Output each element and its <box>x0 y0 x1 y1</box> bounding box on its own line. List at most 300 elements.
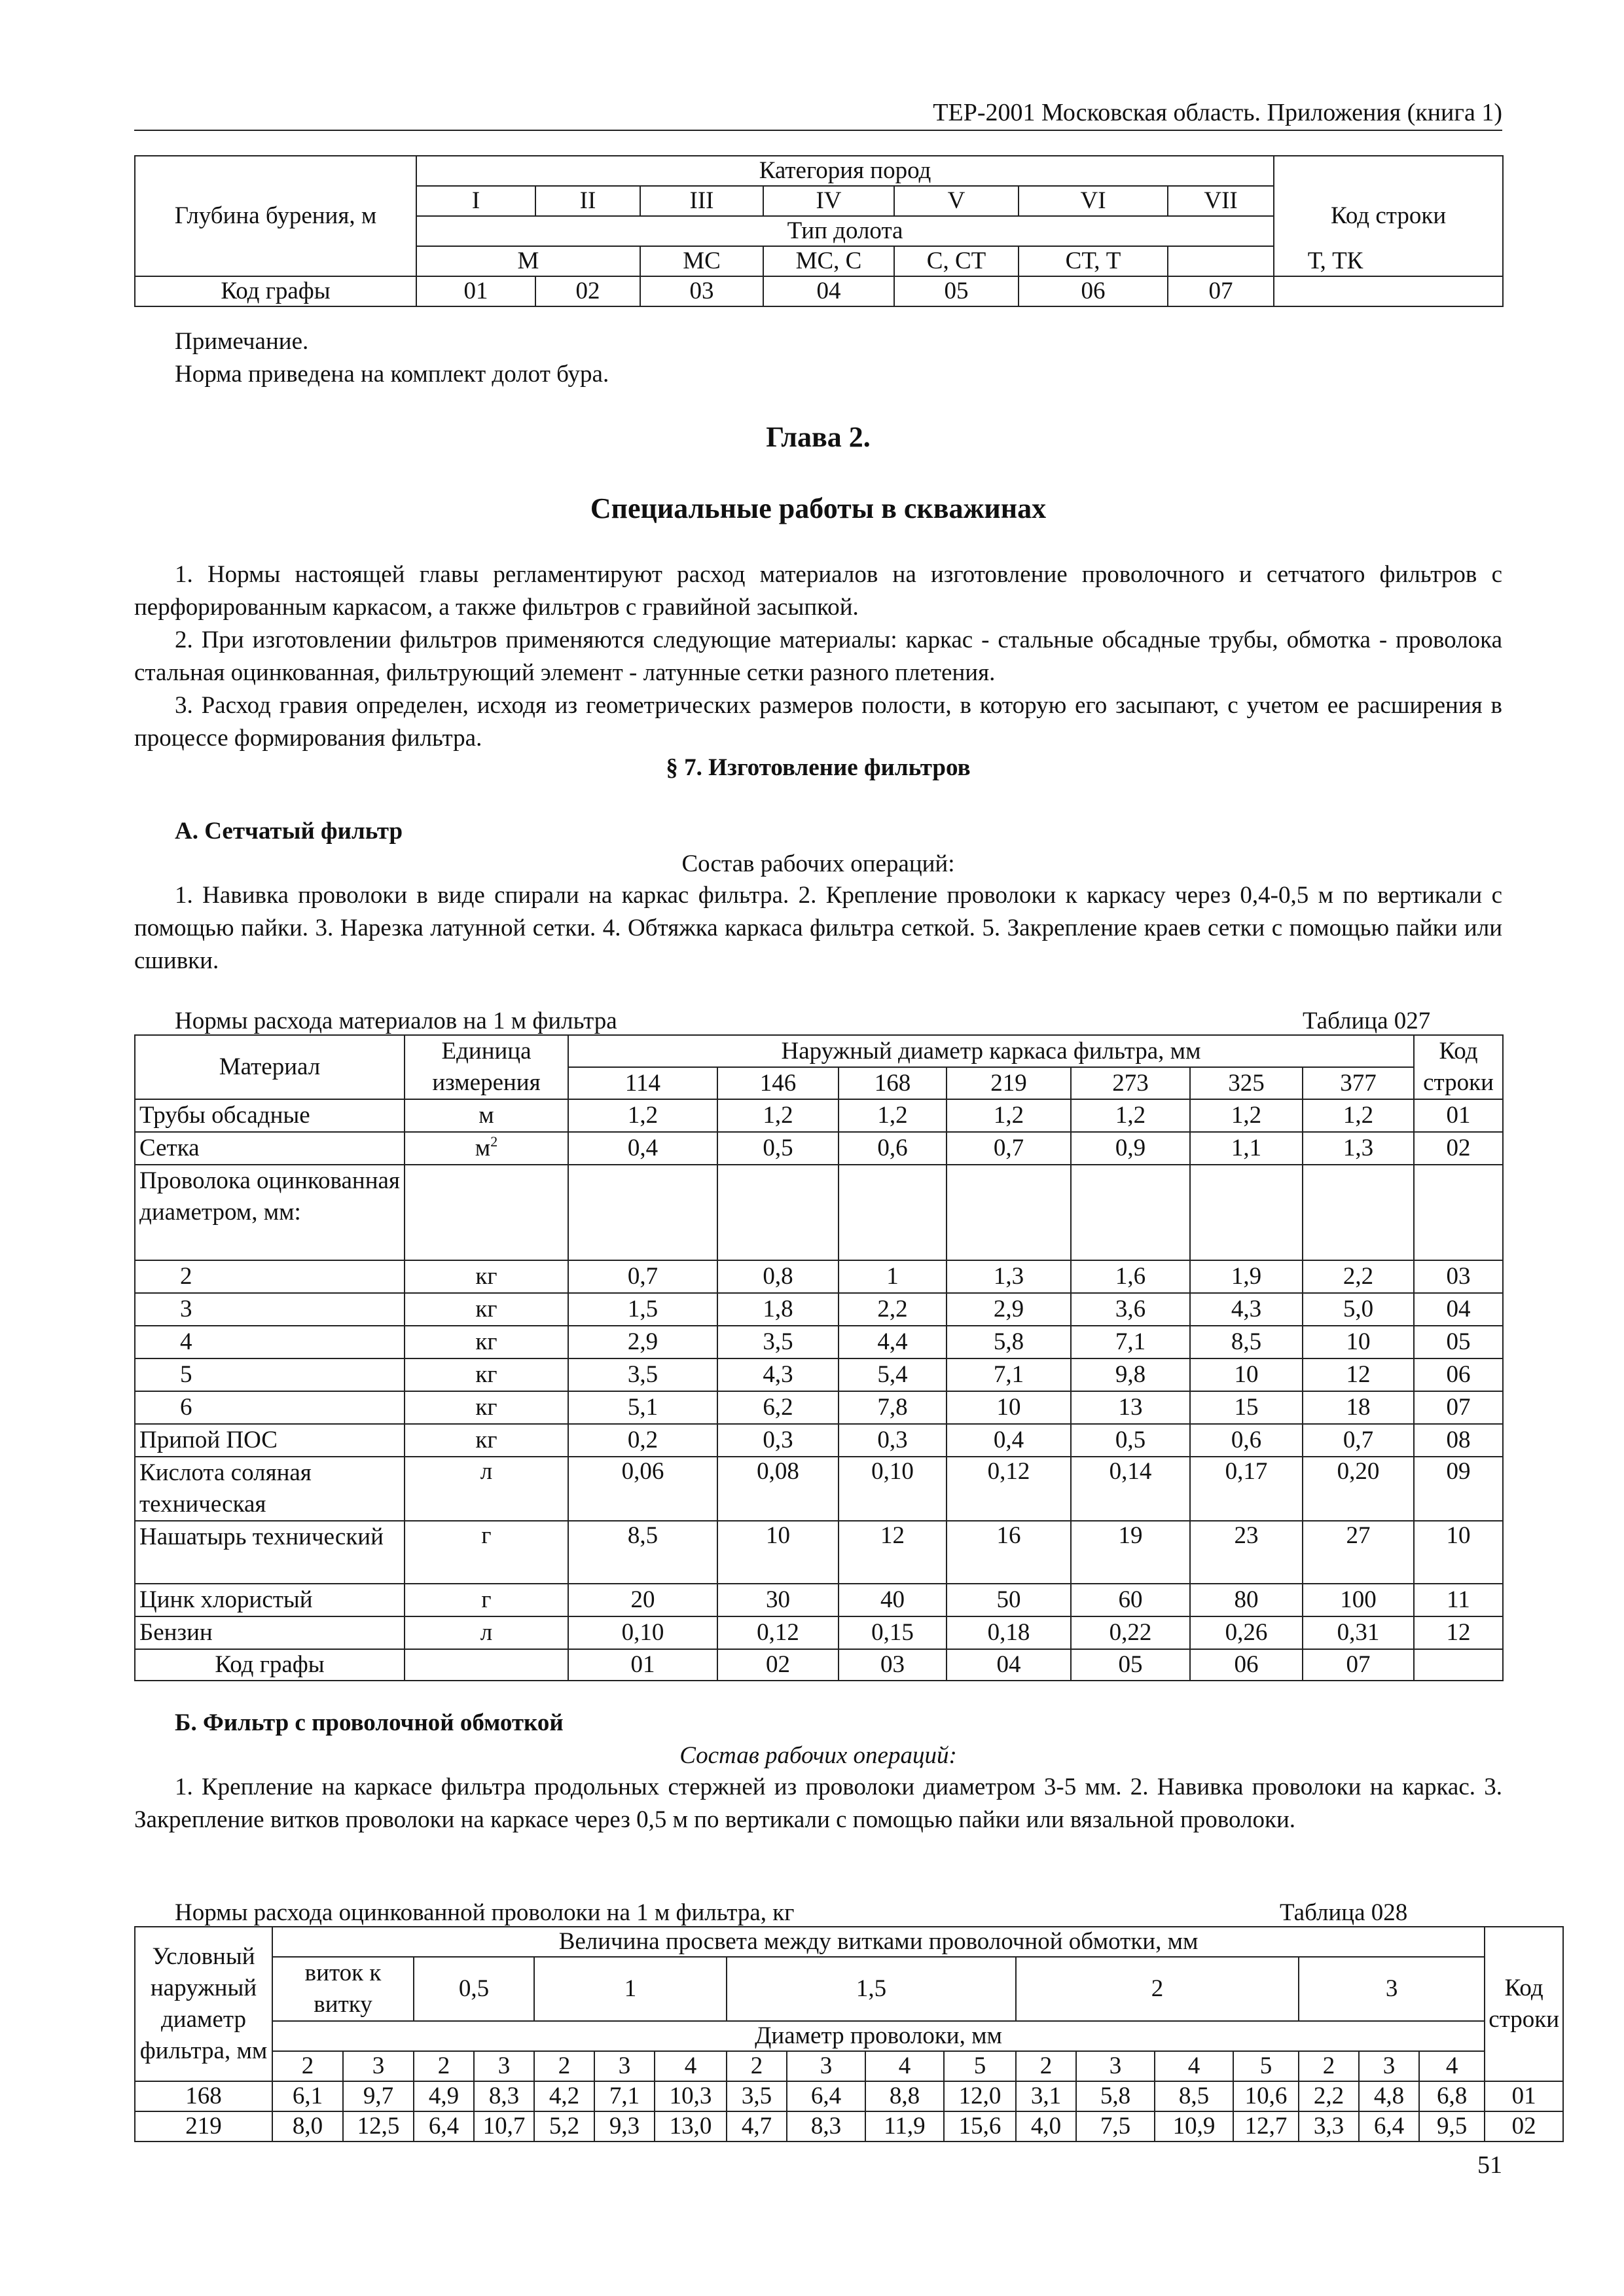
wire-diameter-cell: 3 <box>594 2051 655 2081</box>
value-cell: 9,7 <box>343 2081 414 2111</box>
value-cell: 2,9 <box>947 1293 1071 1326</box>
row-code-cell: 09 <box>1414 1457 1503 1521</box>
category-cell: VII <box>1168 186 1274 216</box>
material-cell: Кислота соляная техническая <box>135 1457 405 1521</box>
value-cell <box>717 1165 839 1260</box>
value-cell: 11,9 <box>865 2111 944 2141</box>
unit-text: кг <box>475 1263 497 1290</box>
unit-cell <box>405 1457 568 1521</box>
value-cell: 8,8 <box>865 2081 944 2111</box>
bit-type-label: Тип долота <box>416 216 1274 246</box>
value-cell: 0,17 <box>1190 1457 1303 1521</box>
col-code-cell: 04 <box>947 1649 1071 1681</box>
table-row <box>135 1293 1503 1326</box>
table-row <box>135 1424 1503 1457</box>
depth-label: Глубина бурения, м <box>135 156 416 276</box>
value-cell: 5,4 <box>839 1358 947 1391</box>
value-cell: 1,2 <box>568 1099 717 1132</box>
value-cell: 3,3 <box>1299 2111 1359 2141</box>
value-cell <box>1303 1165 1414 1260</box>
row-code-cell: 02 <box>1414 1132 1503 1165</box>
unit-text: г <box>481 1522 492 1549</box>
value-cell: 7,5 <box>1076 2111 1155 2141</box>
unit-text: м <box>478 1102 494 1129</box>
table-row <box>135 1584 1503 1616</box>
note-title: Примечание. <box>175 328 309 355</box>
material-cell: Проволока оцинкованная диаметром, мм: <box>135 1165 405 1260</box>
unit-text: л <box>480 1458 493 1485</box>
value-cell: 1,2 <box>1190 1099 1303 1132</box>
value-cell: 23 <box>1190 1521 1303 1584</box>
intro-paragraph: 2. При изготовлении фильтров применяются следующие материалы: каркас - стальные обсадные трубы, обмотка - проволока стальная оцинкованная, фильтрующий элемент - латунные сетки разного плетения. <box>134 627 1502 686</box>
wire-diameter-cell: 2 <box>727 2051 787 2081</box>
value-cell: 0,08 <box>717 1457 839 1521</box>
value-cell <box>1071 1165 1190 1260</box>
gap-cell: виток к витку <box>272 1957 414 2021</box>
value-cell: 7,1 <box>594 2081 655 2111</box>
unit-cell <box>405 1165 568 1260</box>
unit-cell <box>405 1132 568 1165</box>
header-code: Код строки <box>1414 1035 1503 1099</box>
empty-cell <box>405 1649 568 1681</box>
value-cell: 9,8 <box>1071 1358 1190 1391</box>
col-code-cell: 02 <box>717 1649 839 1681</box>
table-row <box>135 2081 1563 2111</box>
diameter-cell: 273 <box>1071 1067 1190 1099</box>
value-cell: 13,0 <box>655 2111 727 2141</box>
bit-type-cell: СТ, Т <box>1019 246 1168 276</box>
material-cell: Бензин <box>135 1616 405 1649</box>
value-cell: 5,1 <box>568 1391 717 1424</box>
value-cell: 10,6 <box>1233 2081 1299 2111</box>
value-cell: 8,3 <box>787 2111 865 2141</box>
empty-cell <box>1274 276 1503 306</box>
category-cell: I <box>416 186 535 216</box>
value-cell: 0,18 <box>947 1616 1071 1649</box>
value-cell: 13 <box>1071 1391 1190 1424</box>
page-number: 51 <box>1477 2151 1502 2179</box>
note-text: Норма приведена на комплект долот бура. <box>175 361 609 388</box>
table-row <box>135 1391 1503 1424</box>
value-cell: 0,9 <box>1071 1132 1190 1165</box>
diameter-cell: 146 <box>717 1067 839 1099</box>
diameter-cell: 168 <box>839 1067 947 1099</box>
row-code-cell: 06 <box>1414 1358 1503 1391</box>
value-cell: 1,9 <box>1190 1260 1303 1293</box>
value-cell: 10,9 <box>1155 2111 1233 2141</box>
row-code-cell: 11 <box>1414 1584 1503 1616</box>
value-cell: 0,2 <box>568 1424 717 1457</box>
value-cell: 100 <box>1303 1584 1414 1616</box>
material-cell: Трубы обсадные <box>135 1099 405 1132</box>
value-cell: 3,5 <box>727 2081 787 2111</box>
material-cell: Нашатырь технический <box>135 1521 405 1584</box>
value-cell: 6,2 <box>717 1391 839 1424</box>
table-028-caption: Нормы расхода оцинкованной проволоки на 1 м фильтра, кг <box>175 1899 795 1926</box>
wire-diameter-cell: 4 <box>1155 2051 1233 2081</box>
material-cell: 4 <box>135 1326 405 1358</box>
unit-text: кг <box>475 1427 497 1453</box>
col-code-cell: 05 <box>894 276 1019 306</box>
row-code-cell: 03 <box>1414 1260 1503 1293</box>
col-code-cell: 05 <box>1071 1649 1190 1681</box>
unit-cell <box>405 1521 568 1584</box>
value-cell: 3,6 <box>1071 1293 1190 1326</box>
bit-type-cell: Т, ТК <box>1168 246 1503 276</box>
value-cell: 0,06 <box>568 1457 717 1521</box>
subsection-b-title: Б. Фильтр с проволочной обмоткой <box>175 1709 564 1736</box>
value-cell: 4,8 <box>1359 2081 1419 2111</box>
unit-cell <box>405 1584 568 1616</box>
category-cell: VI <box>1019 186 1168 216</box>
wire-diameter-cell: 3 <box>1359 2051 1419 2081</box>
value-cell: 7,8 <box>839 1391 947 1424</box>
col-code-cell: 03 <box>640 276 763 306</box>
value-cell: 8,5 <box>1190 1326 1303 1358</box>
value-cell: 3,5 <box>568 1358 717 1391</box>
value-cell: 0,6 <box>1190 1424 1303 1457</box>
col-code-cell: 06 <box>1019 276 1168 306</box>
value-cell: 0,7 <box>1303 1424 1414 1457</box>
row-code-cell: 07 <box>1414 1391 1503 1424</box>
table-row <box>135 1457 1503 1521</box>
bit-type-cell: МС <box>640 246 763 276</box>
value-cell: 2,2 <box>839 1293 947 1326</box>
value-cell: 15 <box>1190 1391 1303 1424</box>
value-cell: 12 <box>839 1521 947 1584</box>
table-row <box>135 1521 1503 1584</box>
value-cell: 0,7 <box>947 1132 1071 1165</box>
value-cell: 1,3 <box>1303 1132 1414 1165</box>
value-cell <box>839 1165 947 1260</box>
value-cell: 4,4 <box>839 1326 947 1358</box>
table-027 <box>134 1034 1504 1681</box>
value-cell: 40 <box>839 1584 947 1616</box>
unit-cell <box>405 1358 568 1391</box>
wire-diameter-row <box>135 2051 1563 2081</box>
value-cell: 0,14 <box>1071 1457 1190 1521</box>
col-code-cell: 01 <box>568 1649 717 1681</box>
header-diameter: Наружный диаметр каркаса фильтра, мм <box>568 1035 1414 1067</box>
value-cell: 0,26 <box>1190 1616 1303 1649</box>
material-cell: 5 <box>135 1358 405 1391</box>
unit-text: г <box>481 1586 492 1613</box>
wire-diameter-cell: 5 <box>944 2051 1016 2081</box>
value-cell: 12,5 <box>343 2111 414 2141</box>
value-cell: 5,8 <box>947 1326 1071 1358</box>
category-cell: IV <box>763 186 894 216</box>
material-cell: Припой ПОС <box>135 1424 405 1457</box>
value-cell: 6,4 <box>787 2081 865 2111</box>
value-cell: 1,5 <box>568 1293 717 1326</box>
subsection-a-title: А. Сетчатый фильтр <box>175 818 403 845</box>
value-cell: 0,4 <box>947 1424 1071 1457</box>
value-cell: 6,8 <box>1419 2081 1485 2111</box>
value-cell: 20 <box>568 1584 717 1616</box>
unit-text: м <box>475 1135 491 1161</box>
diameter-cell: 114 <box>568 1067 717 1099</box>
intro-paragraph: 3. Расход гравия определен, исходя из геометрических размеров полости, в которую его засыпают, с учетом ее расширения в процессе формирования фильтра. <box>134 692 1502 752</box>
value-cell: 1,6 <box>1071 1260 1190 1293</box>
row-code-cell: 04 <box>1414 1293 1503 1326</box>
value-cell: 1,2 <box>1303 1099 1414 1132</box>
value-cell: 50 <box>947 1584 1071 1616</box>
section-title: § 7. Изготовление фильтров <box>666 754 971 781</box>
value-cell: 18 <box>1303 1391 1414 1424</box>
value-cell: 8,0 <box>272 2111 343 2141</box>
table-027-caption: Нормы расхода материалов на 1 м фильтра <box>175 1008 617 1034</box>
value-cell: 1,2 <box>947 1099 1071 1132</box>
col-code-cell: 04 <box>763 276 894 306</box>
table-028-number: Таблица 028 <box>1280 1899 1408 1926</box>
empty-cell <box>1414 1649 1503 1681</box>
value-cell: 0,8 <box>717 1260 839 1293</box>
table-row <box>135 1260 1503 1293</box>
material-cell: 2 <box>135 1260 405 1293</box>
operations-title: Состав рабочих операций: <box>679 1742 957 1769</box>
col-code-cell: 06 <box>1190 1649 1303 1681</box>
unit-text: кг <box>475 1394 497 1421</box>
wire-diameter-cell: 2 <box>1016 2051 1076 2081</box>
unit-text: кг <box>475 1296 497 1322</box>
value-cell: 7,1 <box>1071 1326 1190 1358</box>
row-code-cell: 05 <box>1414 1326 1503 1358</box>
category-cell: II <box>535 186 640 216</box>
value-cell: 4,3 <box>1190 1293 1303 1326</box>
table-row <box>135 1132 1503 1165</box>
gap-row <box>135 1957 1563 2021</box>
unit-cell <box>405 1424 568 1457</box>
value-cell: 27 <box>1303 1521 1414 1584</box>
unit-cell <box>405 1260 568 1293</box>
unit-cell <box>405 1099 568 1132</box>
diameter-cell: 377 <box>1303 1067 1414 1099</box>
row-code-cell: 10 <box>1414 1521 1503 1584</box>
value-cell: 0,6 <box>839 1132 947 1165</box>
wire-diameter-cell: 4 <box>655 2051 727 2081</box>
wire-diameter-cell: 2 <box>414 2051 474 2081</box>
value-cell: 8,5 <box>568 1521 717 1584</box>
value-cell: 8,5 <box>1155 2081 1233 2111</box>
value-cell: 3,1 <box>1016 2081 1076 2111</box>
value-cell: 9,5 <box>1419 2111 1485 2141</box>
wire-diameter-cell: 5 <box>1233 2051 1299 2081</box>
filter-diameter-cell: 219 <box>135 2111 272 2141</box>
table-row <box>135 1099 1503 1132</box>
diameter-cell: 219 <box>947 1067 1071 1099</box>
value-cell <box>1190 1165 1303 1260</box>
value-cell: 1,3 <box>947 1260 1071 1293</box>
value-cell: 0,12 <box>717 1616 839 1649</box>
wire-diameter-cell: 2 <box>534 2051 594 2081</box>
value-cell: 10,7 <box>474 2111 534 2141</box>
material-cell: Сетка <box>135 1132 405 1165</box>
row-code-cell: 01 <box>1414 1099 1503 1132</box>
header-rule <box>134 130 1502 131</box>
header-wire: Диаметр проволоки, мм <box>272 2021 1485 2051</box>
col-code-label: Код графы <box>135 1649 405 1681</box>
value-cell: 10 <box>1303 1326 1414 1358</box>
wire-diameter-cell: 3 <box>787 2051 865 2081</box>
header-unit: Единица измерения <box>405 1035 568 1099</box>
row-code-label: Код строки <box>1274 156 1503 276</box>
unit-text: л <box>480 1619 493 1646</box>
wire-diameter-cell: 4 <box>865 2051 944 2081</box>
col-code-cell: 02 <box>535 276 640 306</box>
category-cell: III <box>640 186 763 216</box>
column-code-row <box>135 276 1503 306</box>
material-cell: 3 <box>135 1293 405 1326</box>
operations-title: Состав рабочих операций: <box>681 850 955 877</box>
col-code-label: Код графы <box>135 276 416 306</box>
value-cell: 10 <box>1190 1358 1303 1391</box>
value-cell: 16 <box>947 1521 1071 1584</box>
value-cell: 0,3 <box>717 1424 839 1457</box>
value-cell: 5,0 <box>1303 1293 1414 1326</box>
value-cell: 0,31 <box>1303 1616 1414 1649</box>
value-cell: 6,4 <box>414 2111 474 2141</box>
value-cell <box>947 1165 1071 1260</box>
filter-diameter-cell: 168 <box>135 2081 272 2111</box>
wire-diameter-cell: 2 <box>1299 2051 1359 2081</box>
unit-text: кг <box>475 1328 497 1355</box>
value-cell: 60 <box>1071 1584 1190 1616</box>
row-code-cell: 08 <box>1414 1424 1503 1457</box>
header-code: Код строки <box>1485 1927 1563 2081</box>
chapter-title: Специальные работы в скважинах <box>590 492 1047 524</box>
value-cell: 9,3 <box>594 2111 655 2141</box>
bit-type-cell: С, СТ <box>894 246 1019 276</box>
row-code-cell: 12 <box>1414 1616 1503 1649</box>
table-row <box>135 2111 1563 2141</box>
unit-cell <box>405 1391 568 1424</box>
gap-cell: 1 <box>534 1957 727 2021</box>
value-cell: 0,15 <box>839 1616 947 1649</box>
table-028 <box>134 1926 1564 2142</box>
unit-cell <box>405 1326 568 1358</box>
value-cell: 0,10 <box>568 1616 717 1649</box>
value-cell: 10 <box>947 1391 1071 1424</box>
col-code-cell: 01 <box>416 276 535 306</box>
value-cell: 0,10 <box>839 1457 947 1521</box>
intro-paragraph: 1. Нормы настоящей главы регламентируют расход материалов на изготовление проволочного и сетчатого фильтров с перфорированным каркасом, а также фильтров с гравийной засыпкой. <box>134 561 1502 621</box>
unit-superscript: 2 <box>490 1133 498 1150</box>
table-row <box>135 1165 1503 1260</box>
value-cell: 0,20 <box>1303 1457 1414 1521</box>
material-cell: Цинк хлористый <box>135 1584 405 1616</box>
running-header: ТЕР-2001 Московская область. Приложения (книга 1) <box>933 99 1502 126</box>
chapter-number: Глава 2. <box>766 421 871 453</box>
wire-diameter-cell: 4 <box>1419 2051 1485 2081</box>
row-code-cell: 02 <box>1485 2111 1563 2141</box>
value-cell: 0,4 <box>568 1132 717 1165</box>
value-cell: 0,5 <box>1071 1424 1190 1457</box>
row-code-cell: 01 <box>1485 2081 1563 2111</box>
value-cell: 0,12 <box>947 1457 1071 1521</box>
value-cell: 10 <box>717 1521 839 1584</box>
category-label: Категория пород <box>416 156 1274 186</box>
value-cell: 0,5 <box>717 1132 839 1165</box>
bit-type-cell: М <box>416 246 640 276</box>
value-cell: 10,3 <box>655 2081 727 2111</box>
value-cell: 6,1 <box>272 2081 343 2111</box>
table-027-number: Таблица 027 <box>1303 1008 1431 1034</box>
header-gap: Величина просвета между витками проволочной обмотки, мм <box>272 1927 1485 1957</box>
col-code-cell: 03 <box>839 1649 947 1681</box>
wire-diameter-cell: 3 <box>343 2051 414 2081</box>
wire-diameter-cell: 3 <box>474 2051 534 2081</box>
value-cell: 1,2 <box>839 1099 947 1132</box>
operations-text: 1. Крепление на каркасе фильтра продольных стержней из проволоки диаметром 3-5 мм. 2. Навивка проволоки на каркас. 3. Закрепление витков проволоки на каркасе через 0,5 м по вертикали с помощью пайки или вязальной проволоки. <box>134 1774 1502 1833</box>
value-cell: 3,5 <box>717 1326 839 1358</box>
value-cell: 80 <box>1190 1584 1303 1616</box>
value-cell: 12,7 <box>1233 2111 1299 2141</box>
value-cell: 0,3 <box>839 1424 947 1457</box>
value-cell: 0,7 <box>568 1260 717 1293</box>
value-cell <box>568 1165 717 1260</box>
col-code-cell: 07 <box>1303 1649 1414 1681</box>
table-row <box>135 1358 1503 1391</box>
value-cell: 1 <box>839 1260 947 1293</box>
value-cell: 1,2 <box>717 1099 839 1132</box>
unit-cell <box>405 1293 568 1326</box>
gap-cell: 1,5 <box>727 1957 1016 2021</box>
value-cell: 8,3 <box>474 2081 534 2111</box>
value-cell: 4,3 <box>717 1358 839 1391</box>
wire-diameter-cell: 3 <box>1076 2051 1155 2081</box>
unit-text: кг <box>475 1361 497 1388</box>
value-cell: 4,7 <box>727 2111 787 2141</box>
value-cell: 4,0 <box>1016 2111 1076 2141</box>
header-filter-diameter: Условный наружный диаметр фильтра, мм <box>135 1927 272 2081</box>
value-cell: 12,0 <box>944 2081 1016 2111</box>
value-cell: 2,2 <box>1299 2081 1359 2111</box>
value-cell: 4,2 <box>534 2081 594 2111</box>
value-cell: 12 <box>1303 1358 1414 1391</box>
header-material: Материал <box>135 1035 405 1099</box>
value-cell: 0,22 <box>1071 1616 1190 1649</box>
wire-diameter-cell: 2 <box>272 2051 343 2081</box>
value-cell: 5,2 <box>534 2111 594 2141</box>
value-cell: 2,2 <box>1303 1260 1414 1293</box>
operations-text: 1. Навивка проволоки в виде спирали на каркас фильтра. 2. Крепление проволоки к каркасу через 0,4-0,5 м по вертикали с помощью пайки. 3. Нарезка латунной сетки. 4. Обтяжка каркаса фильтра сеткой. 5. Закрепление краев сетки с помощью пайки или сшивки. <box>134 882 1502 974</box>
rock-category-table <box>134 155 1504 307</box>
value-cell: 30 <box>717 1584 839 1616</box>
gap-cell: 3 <box>1299 1957 1485 2021</box>
value-cell: 1,1 <box>1190 1132 1303 1165</box>
table-row <box>135 1616 1503 1649</box>
gap-cell: 2 <box>1016 1957 1299 2021</box>
col-code-cell: 07 <box>1168 276 1274 306</box>
row-code-cell <box>1414 1165 1503 1260</box>
column-code-row <box>135 1649 1503 1681</box>
value-cell: 1,2 <box>1071 1099 1190 1132</box>
material-cell: 6 <box>135 1391 405 1424</box>
bit-type-cell: МС, С <box>763 246 894 276</box>
diameter-cell: 325 <box>1190 1067 1303 1099</box>
value-cell: 2,9 <box>568 1326 717 1358</box>
value-cell: 1,8 <box>717 1293 839 1326</box>
gap-cell: 0,5 <box>414 1957 534 2021</box>
unit-cell <box>405 1616 568 1649</box>
value-cell: 6,4 <box>1359 2111 1419 2141</box>
table-row <box>135 1326 1503 1358</box>
value-cell: 15,6 <box>944 2111 1016 2141</box>
value-cell: 4,9 <box>414 2081 474 2111</box>
category-cell: V <box>894 186 1019 216</box>
value-cell: 5,8 <box>1076 2081 1155 2111</box>
value-cell: 19 <box>1071 1521 1190 1584</box>
